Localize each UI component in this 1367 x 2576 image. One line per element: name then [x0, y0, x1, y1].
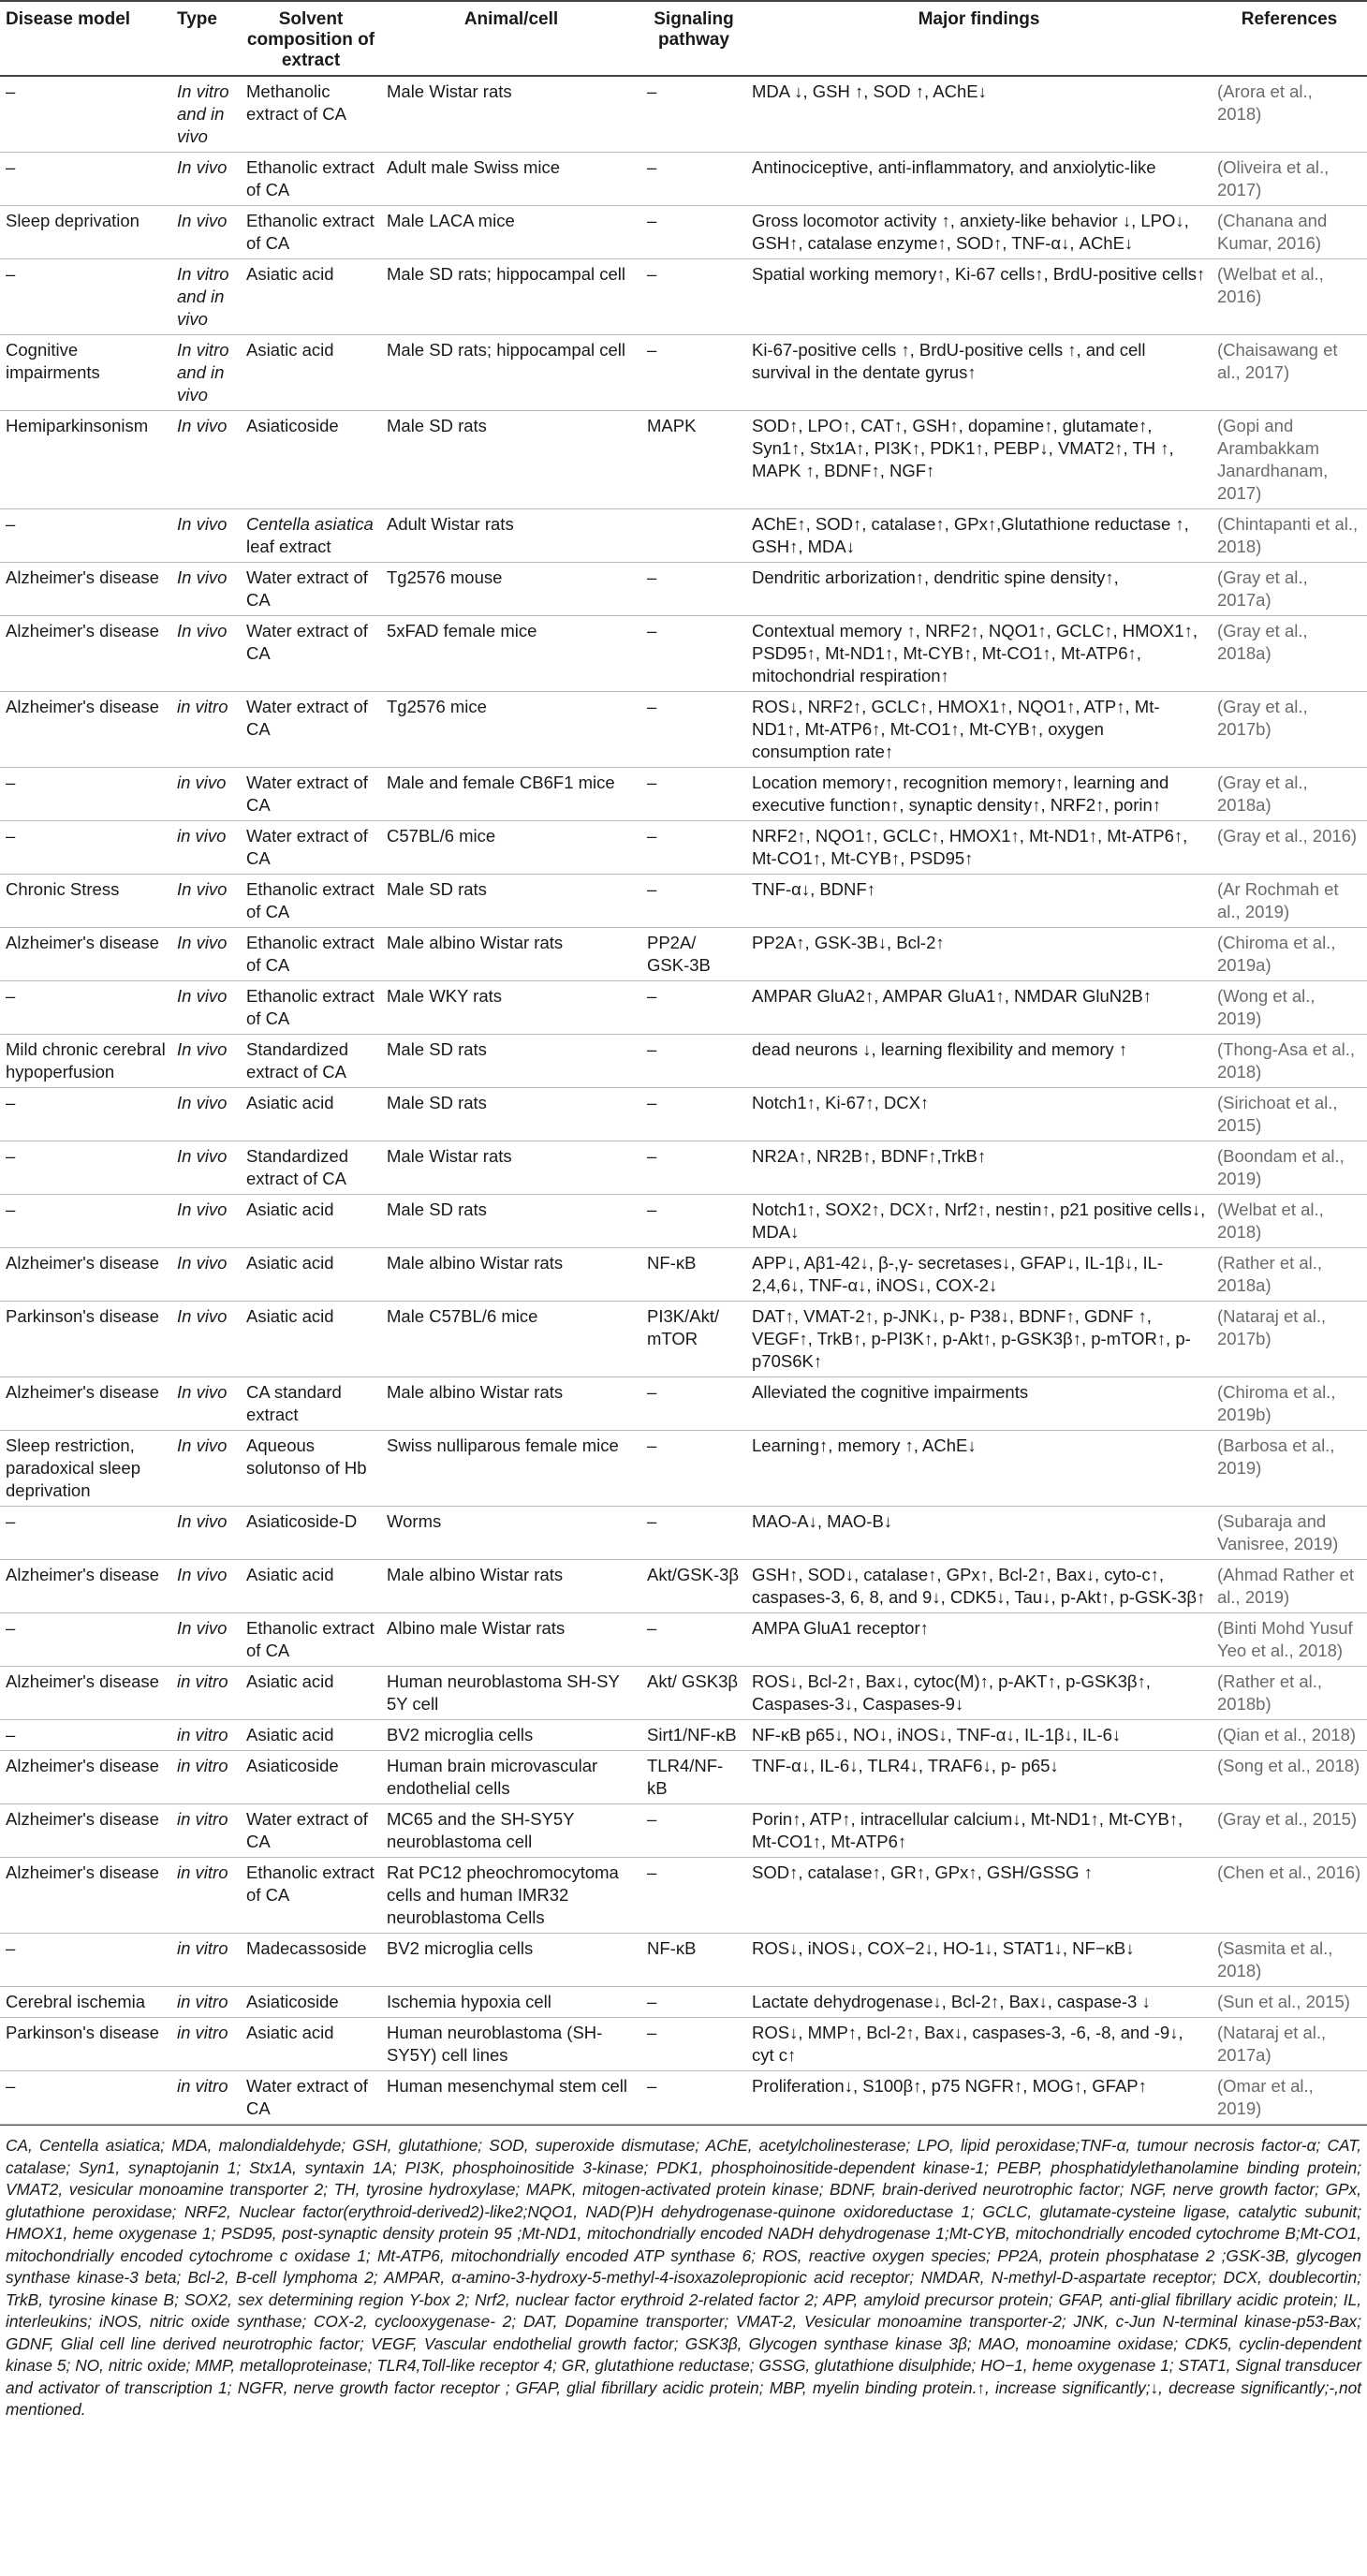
disease-model-cell: Alzheimer's disease	[6, 1565, 159, 1584]
animal-cell: Worms	[387, 1511, 442, 1531]
reference-link[interactable]: (Binti Mohd Yusuf Yeo et al., 2018)	[1217, 1618, 1353, 1660]
reference-link[interactable]: (Chiroma et al., 2019b)	[1217, 1382, 1336, 1424]
findings-cell: PP2A↑, GSK-3B↓, Bcl-2↑	[752, 933, 945, 952]
table-row	[0, 1987, 1367, 2018]
pathway-cell: –	[647, 81, 657, 101]
animal-cell: Human brain microvascular endothelial cells	[387, 1756, 598, 1798]
pathway-cell: PI3K/Akt/ mTOR	[647, 1306, 720, 1348]
animal-cell: Male SD rats	[387, 416, 487, 435]
type-cell: In vivo	[177, 567, 228, 587]
pathway-cell: –	[647, 986, 657, 1006]
table-row	[0, 1667, 1367, 1720]
type-cell: in vitro	[177, 2023, 228, 2042]
animal-cell: Male and female CB6F1 mice	[387, 773, 615, 792]
solvent-cell: Asiatic acid	[246, 1200, 334, 1219]
solvent-cell: Methanolic extract of CA	[246, 81, 346, 124]
type-cell: In vivo	[177, 1565, 228, 1584]
table-row	[0, 1858, 1367, 1934]
table-row	[0, 981, 1367, 1035]
reference-link[interactable]: (Chaisawang et al., 2017)	[1217, 340, 1338, 382]
header-disease-model: Disease model	[6, 9, 131, 29]
pathway-cell: –	[647, 264, 657, 284]
solvent-cell: Madecassoside	[246, 1938, 367, 1958]
pathway-cell: –	[647, 826, 657, 846]
solvent-cell: Standardized extract of CA	[246, 1146, 349, 1188]
reference-link[interactable]: (Nataraj et al., 2017a)	[1217, 2023, 1327, 2065]
solvent-cell: Water extract of CA	[246, 1809, 368, 1851]
pathway-cell: –	[647, 340, 657, 360]
disease-model-cell: –	[6, 826, 16, 846]
table-row	[0, 411, 1367, 509]
pathway-cell: PP2A/ GSK-3B	[647, 933, 711, 975]
pathway-cell: NF-κB	[647, 1253, 697, 1273]
type-cell: In vivo	[177, 514, 228, 534]
type-cell: In vivo	[177, 933, 228, 952]
disease-model-cell: Alzheimer's disease	[6, 697, 159, 716]
findings-cell: Antinociceptive, anti-inflammatory, and anxiolytic-like	[752, 157, 1156, 177]
solvent-cell: Water extract of CA	[246, 826, 368, 868]
reference-link[interactable]: (Sun et al., 2015)	[1217, 1992, 1350, 2011]
type-cell: In vivo	[177, 1253, 228, 1273]
disease-model-cell: Alzheimer's disease	[6, 1253, 159, 1273]
pathway-cell: –	[647, 1992, 657, 2011]
type-cell: In vivo	[177, 986, 228, 1006]
header-type: Type	[177, 9, 217, 29]
animal-cell: 5xFAD female mice	[387, 621, 537, 640]
findings-cell: MDA ↓, GSH ↑, SOD ↑, AChE↓	[752, 81, 987, 101]
findings-cell: NF-κB p65↓, NO↓, iNOS↓, TNF-α↓, IL-1β↓, IL-6↓	[752, 1725, 1122, 1744]
disease-model-cell: –	[6, 514, 16, 534]
reference-link[interactable]: (Thong-Asa et al., 2018)	[1217, 1039, 1356, 1082]
animal-cell: Male SD rats	[387, 1093, 487, 1112]
pathway-cell: Akt/GSK-3β	[647, 1565, 740, 1584]
pathway-cell: –	[647, 621, 657, 640]
animal-cell: Adult Wistar rats	[387, 514, 514, 534]
table-row	[0, 1088, 1367, 1141]
solvent-cell: Asiatic acid	[246, 340, 334, 360]
table-row	[0, 1751, 1367, 1804]
animal-cell: Tg2576 mouse	[387, 567, 503, 587]
findings-cell: APP↓, Aβ1-42↓, β-,γ- secretases↓, GFAP↓, IL-1β↓, IL-2,4,6↓, TNF-α↓, iNOS↓, COX-2↓	[752, 1253, 1164, 1295]
pathway-cell: –	[647, 1200, 657, 1219]
animal-cell: Male SD rats	[387, 879, 487, 899]
table-row	[0, 616, 1367, 692]
species-name: Centella asiatica	[246, 514, 374, 534]
solvent-cell: Asiatic acid	[246, 1671, 334, 1691]
findings-cell: ROS↓, NRF2↑, GCLC↑, HMOX1↑, NQO1↑, ATP↑, Mt-ND1↑, Mt-ATP6↑, Mt-CO1↑, Mt-CYB↑, oxygen consumption rate↑	[752, 697, 1160, 761]
findings-cell: Learning↑, memory ↑, AChE↓	[752, 1435, 977, 1455]
table-row	[0, 692, 1367, 768]
pathway-cell	[641, 509, 746, 563]
findings-cell: SOD↑, LPO↑, CAT↑, GSH↑, dopamine↑, glutamate↑, Syn1↑, Stx1A↑, PI3K↑, PDK1↑, PEBP↓, VMAT2↑, TH ↑, MAPK ↑, BDNF↑, NGF↑	[752, 416, 1174, 480]
table-row	[0, 1934, 1367, 1987]
table-row	[0, 1377, 1367, 1431]
solvent-cell: Ethanolic extract of CA	[246, 933, 375, 975]
solvent-cell: Ethanolic extract of CA	[246, 879, 375, 921]
pathway-cell: Akt/ GSK3β	[647, 1671, 739, 1691]
findings-cell: ROS↓, MMP↑, Bcl-2↑, Bax↓, caspases-3, -6, -8, and -9↓, cyt c↑	[752, 2023, 1183, 2065]
findings-cell: Ki-67-positive cells ↑, BrdU-positive cells ↑, and cell survival in the dentate gyrus↑	[752, 340, 1146, 382]
reference-link[interactable]: (Welbat et al., 2016)	[1217, 264, 1324, 306]
reference-link[interactable]: (Chen et al., 2016)	[1217, 1862, 1361, 1882]
animal-cell: Male Wistar rats	[387, 1146, 512, 1166]
type-cell: In vivo	[177, 1511, 228, 1531]
disease-model-cell: –	[6, 1938, 16, 1958]
table-row	[0, 1195, 1367, 1248]
pathway-cell: –	[647, 1435, 657, 1455]
findings-cell: AMPA GluA1 receptor↑	[752, 1618, 929, 1638]
solvent-cell: Water extract of CA	[246, 2076, 368, 2118]
animal-cell: Male albino Wistar rats	[387, 1253, 564, 1273]
table-row	[0, 509, 1367, 563]
animal-cell: Tg2576 mice	[387, 697, 487, 716]
reference-link[interactable]: (Ahmad Rather et al., 2019)	[1217, 1565, 1355, 1607]
disease-model-cell: –	[6, 157, 16, 177]
animal-cell: BV2 microglia cells	[387, 1725, 534, 1744]
type-cell: In vivo	[177, 621, 228, 640]
pathway-cell: –	[647, 1039, 657, 1059]
findings-cell: ROS↓, iNOS↓, COX−2↓, HO-1↓, STAT1↓, NF−κB↓	[752, 1938, 1135, 1958]
type-cell: In vitro and in vivo	[177, 264, 229, 329]
solvent-cell: Asiaticoside	[246, 416, 339, 435]
disease-model-cell: Sleep restriction, paradoxical sleep deprivation	[6, 1435, 140, 1500]
solvent-cell: Asiatic acid	[246, 1253, 334, 1273]
reference-link[interactable]: (Gray et al., 2017b)	[1217, 697, 1308, 739]
pathway-cell: –	[647, 1382, 657, 1402]
animal-cell: Male LACA mice	[387, 211, 515, 230]
table-row	[0, 1613, 1367, 1667]
findings-cell: Spatial working memory↑, Ki-67 cells↑, BrdU-positive cells↑	[752, 264, 1206, 284]
table-row	[0, 2018, 1367, 2071]
pathway-cell: NF-κB	[647, 1938, 697, 1958]
type-cell: In vivo	[177, 1200, 228, 1219]
animal-cell: Male SD rats	[387, 1200, 487, 1219]
type-cell: In vivo	[177, 879, 228, 899]
disease-model-cell: Alzheimer's disease	[6, 933, 159, 952]
type-cell: In vivo	[177, 211, 228, 230]
type-cell: In vivo	[177, 1618, 228, 1638]
disease-model-cell: Parkinson's disease	[6, 1306, 159, 1326]
reference-link[interactable]: (Chanana and Kumar, 2016)	[1217, 211, 1328, 253]
animal-cell: Male SD rats	[387, 1039, 487, 1059]
disease-model-cell: Sleep deprivation	[6, 211, 140, 230]
findings-cell: Notch1↑, Ki-67↑, DCX↑	[752, 1093, 930, 1112]
type-cell: In vitro and in vivo	[177, 81, 229, 146]
type-cell: In vivo	[177, 1306, 228, 1326]
solvent-cell: Asiatic acid	[246, 264, 334, 284]
pathway-cell: –	[647, 1146, 657, 1166]
table-footnote: CA, Centella asiatica; MDA, malondialdehyde; GSH, glutathione; SOD, superoxide dismutase; AChE, acetylcholinesterase; LPO, lipid peroxidase;TNF-α, tumour necrosis factor-α; CAT, catalase; Syn1, synaptojanin 1; Stx1A, syntaxin 1A; PI3K, phosphoinositide 3-kinase; PDK1, phosphoinositide-dependent kinase-1; PEBP, phosphatidylethanolamine binding protein; VMAT2, vesicular monoamine transporter 2; TH, tyrosine hydroxylase; MAPK, mitogen-activated protein kinase; BDNF, brain-derived neurotrophic factor; NGF, nerve growth factor; GPx, glutathione peroxidase; NRF2, Nuclear factor(erythroid-derived2)-like2;NQO1, NAD(P)H dehydrogenase-quinone oxidoreductase 1; GCLC, glutamate-cysteine ligase, catalytic subunit; HMOX1, heme oxygenase 1; PSD95, post-synaptic density protein 95 ;Mt-ND1, mitochondrially encoded NADH dehydrogenase 1;Mt-CYB, mitochondrially encoded cytochrome B;Mt-CO1, mitochondrially encoded cytochrome c oxidase 1; Mt-ATP6, mitochondrially encoded ATP synthase 6; ROS, reactive oxygen species; PP2A, protein phosphatase 2 ;GSK-3B, glycogen synthase kinase-3 beta; Bcl-2, B-cell lymphoma 2; AMPAR, α-amino-3-hydroxy-5-methyl-4-isoxazolepropionic acid receptor; NMDAR, N-methyl-D-aspartate receptor; DCX, doublecortin; TrkB, tyrosine kinase B; SOX2, sex determining region Y-box 2; Nrf2, nuclear factor erythroid 2-related factor 2; APP, amyloid precursor protein; GFAP, anti-glial fibrillary acidic protein; IL, interleukins; iNOS, nitric oxide synthase; COX-2, cyclooxygenase- 2; DAT, Dopamine transporter; VMAT-2, Vesicular monoamine transporter-2; JNK, c-Jun N-terminal kinase-p53-Bax; GDNF, Glial cell line derived neurotrophic factor; VEGF, Vascular endothelial growth factor; GSK3β, Glycogen synthase kinase 3β; MAO, monoamine oxidase; CDK5, cyclin-dependent kinase 5; NO, nitric oxide; MMP, metalloproteinase; TLR4,Toll-like receptor 4; GR, glutathione reductase; GSSG, glutathione disulphide; HO−1, heme oxygenase 1; STAT1, Signal transducer and activator of transcription 1; NGFR, nerve growth factor receptor ; GFAP, glial fibrillary acidic protein; MBP, myelin binding protein.↑, increase significantly;↓, decrease significantly;-,not mentioned.	[0, 2125, 1367, 2421]
table-row	[0, 76, 1367, 153]
animal-cell: Male SD rats; hippocampal cell	[387, 340, 625, 360]
findings-cell: TNF-α↓, IL-6↓, TLR4↓, TRAF6↓, p- p65↓	[752, 1756, 1059, 1775]
pathway-cell: –	[647, 2023, 657, 2042]
table-row	[0, 875, 1367, 928]
type-cell: in vivo	[177, 826, 227, 846]
findings-cell: TNF-α↓, BDNF↑	[752, 879, 875, 899]
reference-link[interactable]: (Gopi and Arambakkam Janardhanam, 2017)	[1217, 416, 1329, 503]
header-references: References	[1241, 9, 1338, 29]
pathway-cell: Sirt1/NF-κB	[647, 1725, 737, 1744]
table-row	[0, 1507, 1367, 1560]
findings-cell: Location memory↑, recognition memory↑, learning and executive function↑, synaptic density↑, NRF2↑, porin↑	[752, 773, 1169, 815]
table-row	[0, 928, 1367, 981]
reference-link[interactable]: (Sasmita et al., 2018)	[1217, 1938, 1333, 1980]
header-solvent: Solvent composition of extract	[246, 9, 375, 70]
solvent-cell: Water extract of CA	[246, 773, 368, 815]
solvent-cell: Aqueous solutonso of Hb	[246, 1435, 367, 1478]
disease-model-cell: –	[6, 2076, 16, 2096]
reference-link[interactable]: (Gray et al., 2018a)	[1217, 773, 1308, 815]
reference-link[interactable]: (Gray et al., 2018a)	[1217, 621, 1308, 663]
disease-model-cell: Mild chronic cerebral hypoperfusion	[6, 1039, 166, 1082]
reference-link[interactable]: (Wong et al., 2019)	[1217, 986, 1316, 1028]
reference-link[interactable]: (Barbosa et al., 2019)	[1217, 1435, 1335, 1478]
type-cell: In vivo	[177, 416, 228, 435]
disease-model-cell: Alzheimer's disease	[6, 567, 159, 587]
solvent-cell: Ethanolic extract of CA	[246, 1618, 375, 1660]
solvent-cell: Water extract of CA	[246, 621, 368, 663]
type-cell: in vitro	[177, 1725, 228, 1744]
findings-cell: Dendritic arborization↑, dendritic spine density↑,	[752, 567, 1119, 587]
solvent-cell: Water extract of CA	[246, 567, 368, 610]
reference-link[interactable]: (Gray et al., 2017a)	[1217, 567, 1308, 610]
reference-link[interactable]: (Omar et al., 2019)	[1217, 2076, 1314, 2118]
pathway-cell: TLR4/NF-kB	[647, 1756, 724, 1798]
findings-cell: NRF2↑, NQO1↑, GCLC↑, HMOX1↑, Mt-ND1↑, Mt-ATP6↑, Mt-CO1↑, Mt-CYB↑, PSD95↑	[752, 826, 1188, 868]
findings-cell: Lactate dehydrogenase↓, Bcl-2↑, Bax↓, caspase-3 ↓	[752, 1992, 1151, 2011]
table-row	[0, 1431, 1367, 1507]
animal-cell: Human mesenchymal stem cell	[387, 2076, 628, 2096]
animal-cell: Human neuroblastoma SH-SY 5Y cell	[387, 1671, 620, 1714]
findings-cell: DAT↑, VMAT-2↑, p-JNK↓, p- P38↓, BDNF↑, GDNF ↑, VEGF↑, TrkB↑, p-PI3K↑, p-Akt↑, p-GSK3β↑, p-mTOR↑, p- p70S6K↑	[752, 1306, 1191, 1371]
disease-model-cell: Alzheimer's disease	[6, 1862, 159, 1882]
table-row	[0, 1141, 1367, 1195]
type-cell: In vivo	[177, 1039, 228, 1059]
table-row	[0, 563, 1367, 616]
solvent-cell: CA standard extract	[246, 1382, 342, 1424]
reference-link[interactable]: (Ar Rochmah et al., 2019)	[1217, 879, 1339, 921]
table-row	[0, 259, 1367, 335]
type-cell: in vivo	[177, 773, 227, 792]
header-signaling-pathway: Signaling pathway	[654, 9, 734, 50]
pathway-cell: –	[647, 567, 657, 587]
solvent-cell: Asiaticoside	[246, 1756, 339, 1775]
animal-cell: C57BL/6 mice	[387, 826, 496, 846]
disease-model-cell: Parkinson's disease	[6, 2023, 159, 2042]
disease-model-cell: –	[6, 81, 16, 101]
type-cell: In vivo	[177, 1382, 228, 1402]
disease-model-cell: Alzheimer's disease	[6, 1809, 159, 1829]
header-animal-cell: Animal/cell	[463, 9, 559, 29]
pathway-cell: –	[647, 2076, 657, 2096]
solvent-cell: Asiatic acid	[246, 1565, 334, 1584]
animal-cell: Male SD rats; hippocampal cell	[387, 264, 625, 284]
type-cell: In vivo	[177, 1093, 228, 1112]
reference-link[interactable]: (Chintapanti et al., 2018)	[1217, 514, 1359, 556]
type-cell: in vitro	[177, 1756, 228, 1775]
findings-cell: AChE↑, SOD↑, catalase↑, GPx↑,Glutathione reductase ↑, GSH↑, MDA↓	[752, 514, 1189, 556]
reference-link[interactable]: (Welbat et al., 2018)	[1217, 1200, 1324, 1242]
disease-model-cell: Alzheimer's disease	[6, 621, 159, 640]
animal-cell: Male Wistar rats	[387, 81, 512, 101]
reference-link[interactable]: (Gray et al., 2015)	[1217, 1809, 1358, 1829]
reference-link[interactable]: (Song et al., 2018)	[1217, 1756, 1360, 1775]
animal-cell: BV2 microglia cells	[387, 1938, 534, 1958]
animal-cell: Male albino Wistar rats	[387, 933, 564, 952]
type-cell: in vitro	[177, 2076, 228, 2096]
reference-link[interactable]: (Rather et al., 2018b)	[1217, 1671, 1323, 1714]
disease-model-cell: Alzheimer's disease	[6, 1756, 159, 1775]
type-cell: in vitro	[177, 1862, 228, 1882]
header-major-findings: Major findings	[918, 9, 1040, 29]
solvent-cell: Ethanolic extract of CA	[246, 1862, 375, 1905]
type-cell: In vivo	[177, 157, 228, 177]
animal-cell: Male albino Wistar rats	[387, 1565, 564, 1584]
reference-link[interactable]: (Boondam et al., 2019)	[1217, 1146, 1345, 1188]
table-row	[0, 1804, 1367, 1858]
findings-cell: AMPAR GluA2↑, AMPAR GluA1↑, NMDAR GluN2B↑	[752, 986, 1152, 1006]
disease-model-cell: –	[6, 1146, 16, 1166]
table-row	[0, 1720, 1367, 1751]
animal-cell: MC65 and the SH-SY5Y neuroblastoma cell	[387, 1809, 575, 1851]
findings-cell: SOD↑, catalase↑, GR↑, GPx↑, GSH/GSSG ↑	[752, 1862, 1093, 1882]
disease-model-cell: Cerebral ischemia	[6, 1992, 146, 2011]
findings-cell: NR2A↑, NR2B↑, BDNF↑,TrkB↑	[752, 1146, 987, 1166]
disease-model-cell: Cognitive impairments	[6, 340, 100, 382]
disease-model-cell: –	[6, 1511, 16, 1531]
findings-cell: GSH↑, SOD↓, catalase↑, GPx↑, Bcl-2↑, Bax↓, cyto-c↑, caspases-3, 6, 8, and 9↓, CDK5↓, Tau↓, p-Akt↑, p-GSK-3β↑	[752, 1565, 1206, 1607]
type-cell: in vitro	[177, 1992, 228, 2011]
animal-cell: Male WKY rats	[387, 986, 503, 1006]
solvent-cell: Ethanolic extract of CA	[246, 157, 375, 199]
disease-model-cell: –	[6, 264, 16, 284]
pathway-cell: –	[647, 697, 657, 716]
pathway-cell: –	[647, 773, 657, 792]
pathway-cell: –	[647, 157, 657, 177]
animal-cell: Male C57BL/6 mice	[387, 1306, 538, 1326]
table-row	[0, 206, 1367, 259]
pathway-cell: –	[647, 1093, 657, 1112]
solvent-cell: Ethanolic extract of CA	[246, 211, 375, 253]
reference-link[interactable]: (Oliveira et al., 2017)	[1217, 157, 1330, 199]
reference-link[interactable]: (Gray et al., 2016)	[1217, 826, 1358, 846]
type-cell: In vivo	[177, 1435, 228, 1455]
pathway-cell: –	[647, 1809, 657, 1829]
table-row	[0, 2071, 1367, 2125]
table-row	[0, 1035, 1367, 1088]
solvent-cell: Centella asiatica leaf extract	[246, 514, 374, 556]
pathway-cell: –	[647, 1862, 657, 1882]
disease-model-cell: –	[6, 1618, 16, 1638]
disease-model-cell: –	[6, 1725, 16, 1744]
solvent-cell: Asiatic acid	[246, 1306, 334, 1326]
solvent-cell: Asiatic acid	[246, 2023, 334, 2042]
reference-link[interactable]: (Qian et al., 2018)	[1217, 1725, 1357, 1744]
table-row	[0, 153, 1367, 206]
findings-cell: ROS↓, Bcl-2↑, Bax↓, cytoc(M)↑, p-AKT↑, p-GSK3β↑, Caspases-3↓, Caspases-9↓	[752, 1671, 1151, 1714]
disease-model-cell: –	[6, 1093, 16, 1112]
table-row	[0, 1248, 1367, 1302]
disease-model-cell: Alzheimer's disease	[6, 1382, 159, 1402]
header-row	[0, 1, 1367, 76]
pathway-cell: –	[647, 879, 657, 899]
type-cell: In vitro and in vivo	[177, 340, 229, 405]
animal-cell: Albino male Wistar rats	[387, 1618, 566, 1638]
type-cell: in vitro	[177, 1938, 228, 1958]
table-row	[0, 1560, 1367, 1613]
reference-link[interactable]: (Subaraja and Vanisree, 2019)	[1217, 1511, 1339, 1553]
solvent-cell: Standardized extract of CA	[246, 1039, 349, 1082]
findings-cell: Gross locomotor activity ↑, anxiety-like behavior ↓, LPO↓, GSH↑, catalase enzyme↑, SOD↑, TNF-α↓, AChE↓	[752, 211, 1189, 253]
solvent-cell: Asiaticoside	[246, 1992, 339, 2011]
table-row	[0, 335, 1367, 411]
findings-cell: Porin↑, ATP↑, intracellular calcium↓, Mt-ND1↑, Mt-CYB↑, Mt-CO1↑, Mt-ATP6↑	[752, 1809, 1183, 1851]
reference-link[interactable]: (Nataraj et al., 2017b)	[1217, 1306, 1327, 1348]
reference-link[interactable]: (Chiroma et al., 2019a)	[1217, 933, 1336, 975]
findings-cell: MAO-A↓, MAO-B↓	[752, 1511, 893, 1531]
type-cell: in vitro	[177, 1671, 228, 1691]
disease-model-cell: Alzheimer's disease	[6, 1671, 159, 1691]
type-cell: in vitro	[177, 1809, 228, 1829]
findings-cell: Contextual memory ↑, NRF2↑, NQO1↑, GCLC↑, HMOX1↑, PSD95↑, Mt-ND1↑, Mt-CYB↑, Mt-CO1↑, Mt-ATP6↑, mitochondrial respiration↑	[752, 621, 1198, 685]
solvent-cell: Asiatic acid	[246, 1093, 334, 1112]
reference-link[interactable]: (Sirichoat et al., 2015)	[1217, 1093, 1338, 1135]
disease-model-cell: Chronic Stress	[6, 879, 120, 899]
table-row	[0, 821, 1367, 875]
disease-model-cell: –	[6, 986, 16, 1006]
findings-cell: Proliferation↓, S100β↑, p75 NGFR↑, MOG↑, GFAP↑	[752, 2076, 1147, 2096]
reference-link[interactable]: (Rather et al., 2018a)	[1217, 1253, 1323, 1295]
type-cell: In vivo	[177, 1146, 228, 1166]
findings-cell: Alleviated the cognitive impairments	[752, 1382, 1029, 1402]
pathway-cell: –	[647, 1511, 657, 1531]
animal-cell: Male albino Wistar rats	[387, 1382, 564, 1402]
animal-cell: Ischemia hypoxia cell	[387, 1992, 551, 2011]
pathway-cell: –	[647, 211, 657, 230]
animal-cell: Adult male Swiss mice	[387, 157, 561, 177]
table-row	[0, 1302, 1367, 1377]
disease-model-cell: –	[6, 773, 16, 792]
solvent-cell: Ethanolic extract of CA	[246, 986, 375, 1028]
disease-model-cell: Hemiparkinsonism	[6, 416, 149, 435]
animal-cell: Human neuroblastoma (SH-SY5Y) cell lines	[387, 2023, 603, 2065]
type-cell: in vitro	[177, 697, 228, 716]
solvent-cell: Water extract of CA	[246, 697, 368, 739]
findings-cell: Notch1↑, SOX2↑, DCX↑, Nrf2↑, nestin↑, p21 positive cells↓, MDA↓	[752, 1200, 1206, 1242]
disease-model-cell: –	[6, 1200, 16, 1219]
solvent-cell: Asiaticoside-D	[246, 1511, 358, 1531]
solvent-cell: Asiatic acid	[246, 1725, 334, 1744]
findings-cell: dead neurons ↓, learning flexibility and memory ↑	[752, 1039, 1128, 1059]
animal-cell: Rat PC12 pheochromocytoma cells and human IMR32 neuroblastoma Cells	[387, 1862, 619, 1927]
pathway-cell: –	[647, 1618, 657, 1638]
animal-cell: Swiss nulliparous female mice	[387, 1435, 619, 1455]
reference-link[interactable]: (Arora et al., 2018)	[1217, 81, 1313, 124]
pathway-cell: MAPK	[647, 416, 697, 435]
table-row	[0, 768, 1367, 821]
